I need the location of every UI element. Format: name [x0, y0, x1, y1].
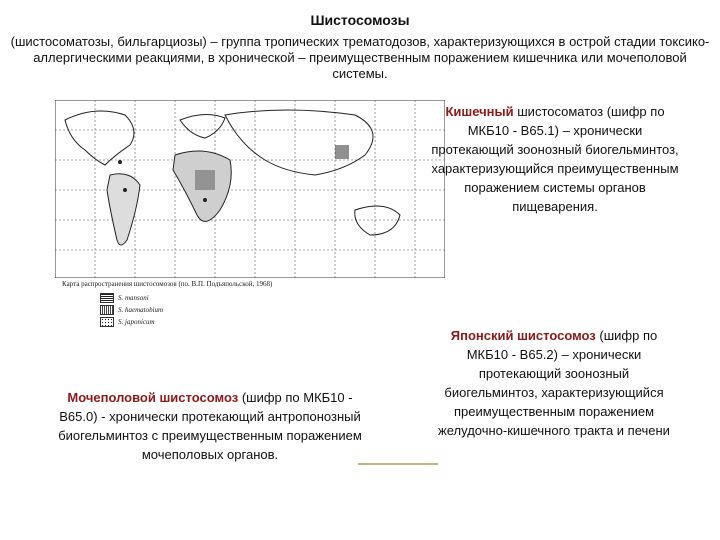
- intro-paragraph: (шистосоматозы, бильгарциозы) – группа тропических трематодозов, характеризующихся в острой стадии токсико-аллергическими реакциями, в хронической – преимущественным поражением кишечника или мочеполовой системы.: [10, 34, 710, 81]
- intestinal-description: (шифр по МКБ10 - В65.1) – хронически протекающий зоонозный биогельминтоз, характеризующийся преимущественным поражением системы органов пищеварения.: [431, 104, 679, 214]
- legend-swatch-icon: [100, 293, 114, 303]
- legend-label: S. mansoni: [118, 294, 149, 302]
- legend-label: S. japonicum: [118, 318, 155, 326]
- world-map-figure: [55, 100, 445, 278]
- urogenital-description: (шифр по МКБ10 - В65.0) - хронически протекающий антропонозный биогельминтоз с преимущественным поражением мочеполовых органов.: [58, 390, 362, 462]
- legend-label: S. haematobium: [118, 306, 164, 314]
- japanese-schistosomiasis-block: [438, 326, 670, 440]
- intestinal-heading: Кишечный: [445, 104, 514, 119]
- japanese-description: (шифр по МКБ10 - В65.2) – хронически протекающий зоонозный биогельминтоз, характеризующийся преимущественным поражением желудочно-кишечного тракта и печени: [438, 328, 670, 438]
- urogenital-schistosomiasis-block: [55, 388, 365, 464]
- legend-item: [100, 304, 163, 316]
- legend-item: [100, 316, 163, 328]
- map-legend: [100, 292, 163, 328]
- legend-swatch-icon: [100, 317, 114, 327]
- urogenital-heading: Мочеполовой шистосомоз: [67, 390, 239, 405]
- page-title: Шистосомозы: [310, 12, 410, 28]
- intestinal-heading-rest: шистосоматоз: [517, 104, 604, 119]
- legend-swatch-icon: [100, 305, 114, 315]
- map-caption: Карта распространения шистосомозов (по. В.П. Подъяпольской, 1968): [62, 280, 273, 288]
- legend-item: [100, 292, 163, 304]
- intestinal-schistosomiasis-block: [430, 102, 680, 216]
- divider: [358, 463, 438, 465]
- japanese-heading: Японский шистосомоз: [450, 328, 596, 343]
